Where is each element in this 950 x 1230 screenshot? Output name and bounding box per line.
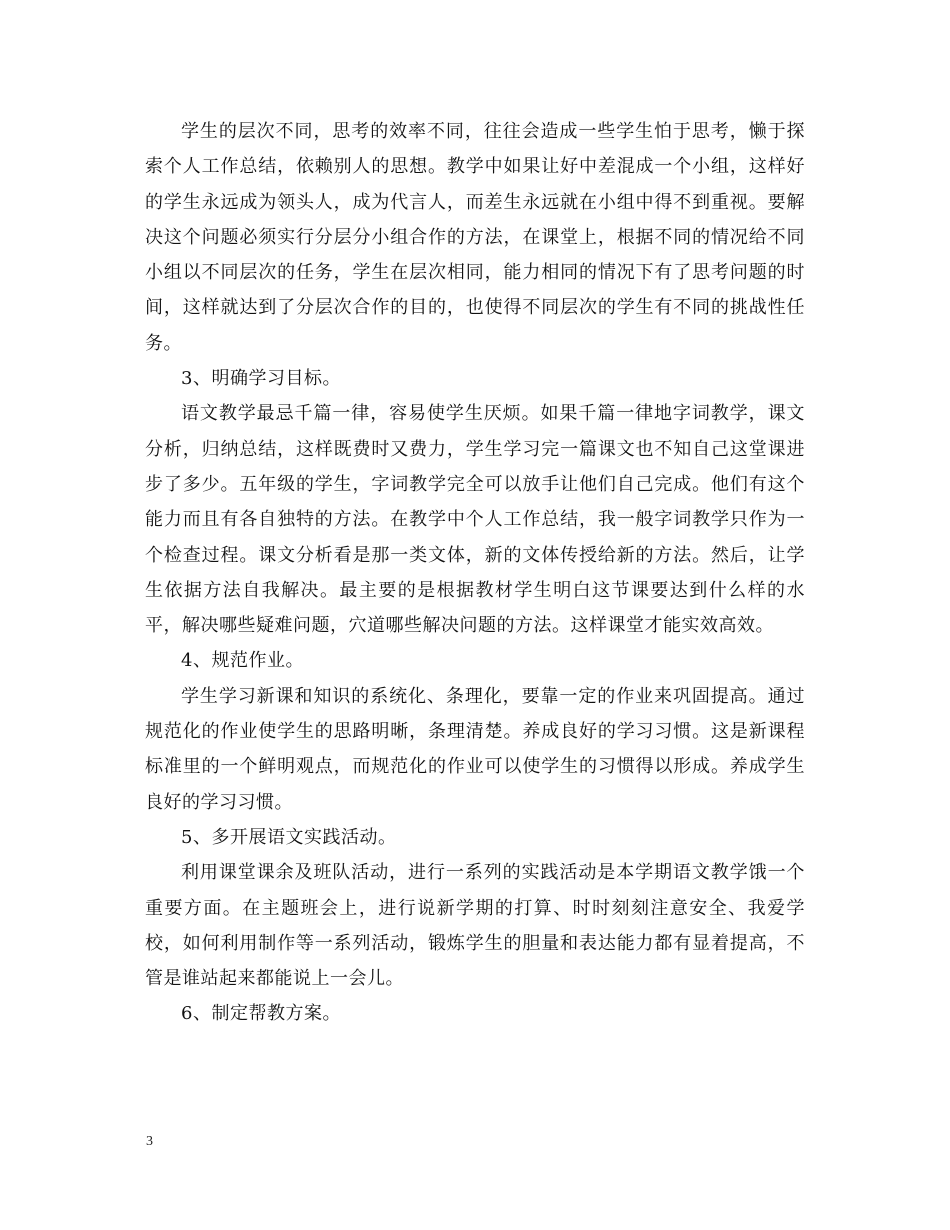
document-body bbox=[145, 114, 805, 1032]
paragraph-learning-goals: 语文教学最忌千篇一律，容易使学生厌烦。如果千篇一律地字词教学，课文分析，归纳总结，这样既费时又费力，学生学习完一篇课文也不知自己这堂课进步了多少。五年级的学生，字词教学完全可以放手让他们自己完成。他们有这个能力而且有各自独特的方法。在教学中个人工作总结，我一般字词教学只作为一个检查过程。课文分析看是那一类文体，新的文体传授给新的方法。然后，让学生依据方法自我解决。最主要的是根据教材学生明白这节课要达到什么样的水平，解决哪些疑难问题，穴道哪些解决问题的方法。这样课堂才能实效高效。 bbox=[145, 403, 805, 637]
heading-practice-activities: 5、多开展语文实践活动。 bbox=[181, 826, 397, 848]
heading-standard-homework: 4、规范作业。 bbox=[181, 650, 304, 672]
heading-tutoring-plan: 6、制定帮教方案。 bbox=[181, 1003, 341, 1025]
paragraph-standard-homework: 学生学习新课和知识的系统化、条理化，要靠一定的作业来巩固提高。通过规范化的作业使学生的思路明晰，条理清楚。养成良好的学习习惯。这是新课程标准里的一个鲜明观点，而规范化的作业可以使学生的习惯得以形成。养成学生良好的学习习惯。 bbox=[145, 685, 805, 813]
heading-learning-goals: 3、明确学习目标。 bbox=[181, 368, 341, 390]
page-number: 3 bbox=[146, 1134, 153, 1149]
paragraph-practice-activities: 利用课堂课余及班队活动，进行一系列的实践活动是本学期语文教学饿一个重要方面。在主题班会上，进行说新学期的打算、时时刻刻注意安全、我爱学校，如何利用制作等一系列活动，锻炼学生的胆量和表达能力都有显着提高，不管是谁站起来都能说上一会儿。 bbox=[145, 862, 805, 990]
paragraph-layer-grouping: 学生的层次不同，思考的效率不同，往往会造成一些学生怕于思考，懒于探索个人工作总结，依赖别人的思想。教学中如果让好中差混成一个小组，这样好的学生永远成为领头人，成为代言人，而差生永远就在小组中得不到重视。要解决这个问题必须实行分层分小组合作的方法，在课堂上，根据不同的情况给不同小组以不同层次的任务，学生在层次相同，能力相同的情况下有了思考问题的时间，这样就达到了分层次合作的目的，也使得不同层次的学生有不同的挑战性任务。 bbox=[145, 121, 805, 354]
